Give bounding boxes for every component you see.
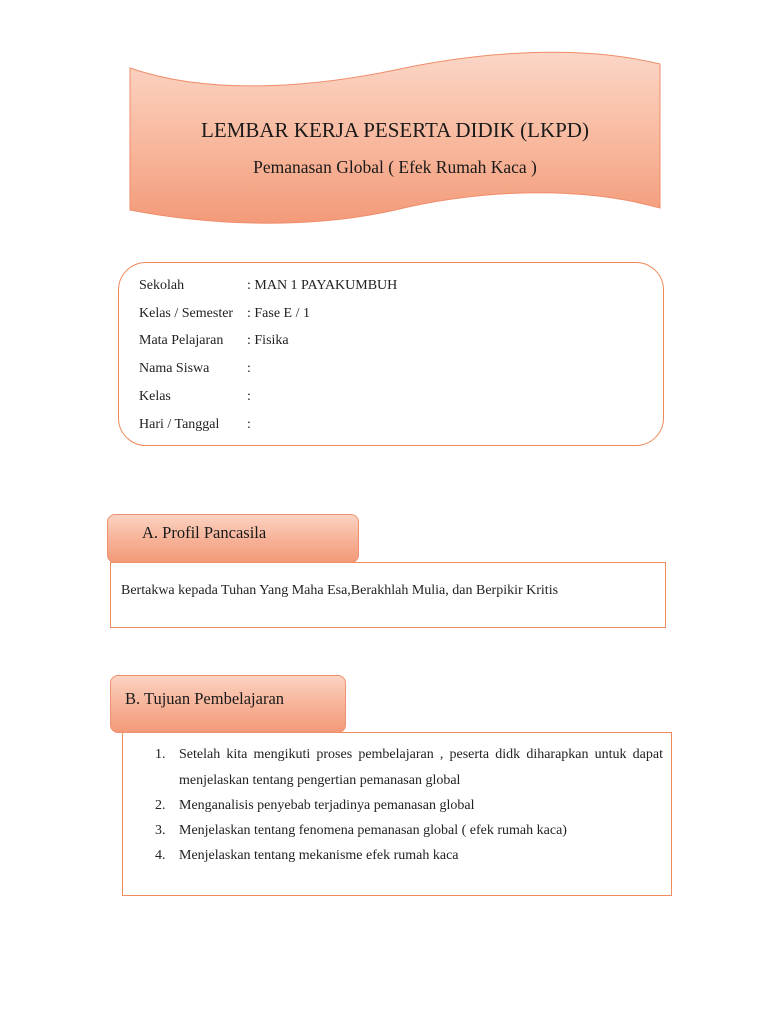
identity-row-class: [139, 389, 251, 409]
identity-label: Sekolah: [139, 278, 185, 293]
identity-label: Kelas / Semester: [139, 306, 234, 321]
identity-row-student-name: [139, 361, 251, 381]
identity-value: :: [247, 417, 251, 432]
identity-value: : Fisika: [247, 333, 289, 348]
identity-label: Mata Pelajaran: [139, 333, 224, 348]
profil-pancasila-text: Bertakwa kepada Tuhan Yang Maha Esa,Berakhlah Mulia, dan Berpikir Kritis: [121, 583, 559, 598]
list-item: [155, 793, 663, 819]
list-item: [155, 843, 663, 869]
identity-value: :: [247, 361, 251, 376]
document-subtitle: Pemanasan Global ( Efek Rumah Kaca ): [253, 157, 537, 177]
identity-row-class-semester: [139, 306, 310, 326]
tujuan-pembelajaran-box: [122, 732, 672, 896]
list-item-text: Setelah kita mengikuti proses pembelajaran , peserta didk diharapkan untuk dapat menjelaskan tentang pengertian pemanasan global: [179, 747, 663, 788]
section-b-heading: B. Tujuan Pembelajaran: [110, 675, 346, 733]
identity-label: Hari / Tanggal: [139, 417, 220, 432]
list-item-text: Menjelaskan tentang mekanisme efek rumah kaca: [179, 848, 459, 863]
identity-value: : MAN 1 PAYAKUMBUH: [247, 278, 398, 293]
section-a-heading: A. Profil Pancasila: [107, 514, 359, 563]
identity-row-date: [139, 417, 251, 437]
identity-box: [118, 262, 664, 446]
document-title: LEMBAR KERJA PESERTA DIDIK (LKPD): [201, 118, 589, 142]
identity-value: : Fase E / 1: [247, 306, 310, 321]
identity-label: Kelas: [139, 389, 171, 404]
list-item: [155, 818, 663, 844]
list-item-number: 4.: [155, 848, 166, 863]
identity-row-subject: [139, 333, 289, 353]
list-item-number: 2.: [155, 798, 166, 813]
profil-pancasila-box: [110, 562, 666, 628]
list-item-number: 3.: [155, 823, 166, 838]
identity-row-school: [139, 278, 397, 298]
list-item-number: 1.: [155, 747, 166, 762]
list-item: [155, 742, 663, 794]
title-banner: [128, 50, 662, 228]
list-item-text: Menganalisis penyebab terjadinya pemanasan global: [179, 798, 475, 813]
identity-value: :: [247, 389, 251, 404]
identity-label: Nama Siswa: [139, 361, 210, 376]
list-item-text: Menjelaskan tentang fenomena pemanasan global ( efek rumah kaca): [179, 823, 567, 838]
